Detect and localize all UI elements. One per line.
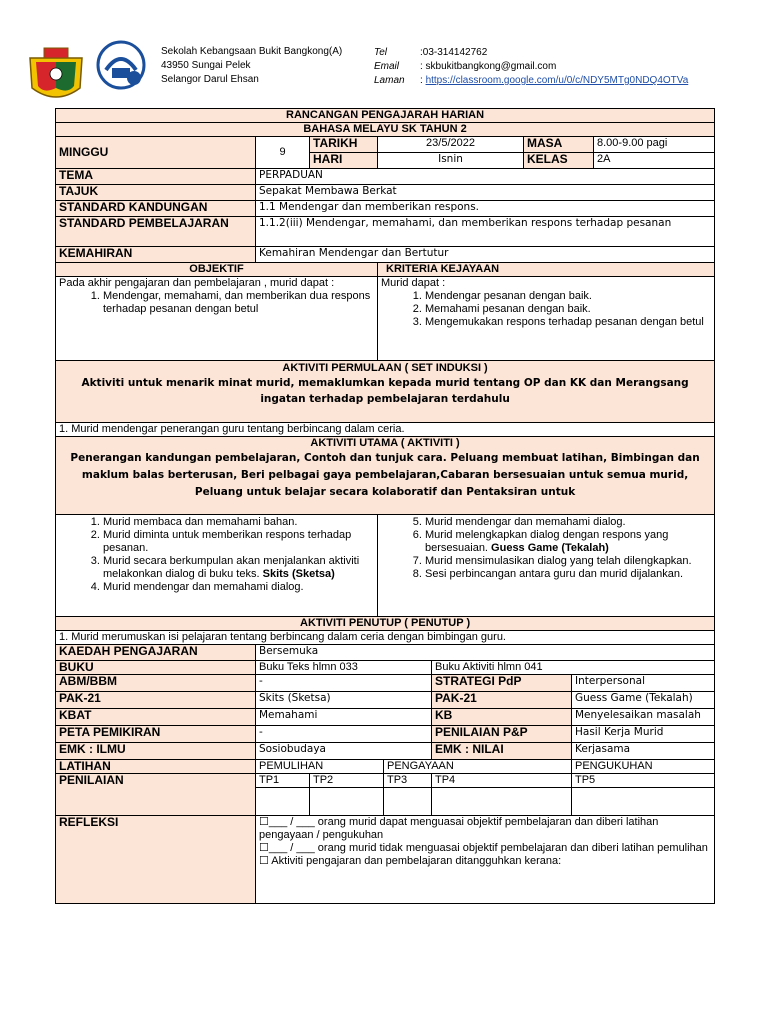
objektif-item: 1. Mendengar, memahami, dan memberikan dua respons terhadap pesanan dengan betul [103,290,374,316]
utama-left-list [59,516,374,594]
kb-value: Menyelesaikan masalah [572,709,715,726]
tel-value: :03-314142762 [420,47,488,58]
kriteria-item: 2. Memahami pesanan dengan baik. [425,303,711,316]
masa-value: 8.00-9.00 pagi [594,137,715,153]
abm-label: ABM/BBM [56,675,256,692]
refleksi-line-1[interactable]: ☐___ / ___ orang murid dapat menguasai objektif pembelajaran dan diberi latihan pengayaan / pengukuhan [259,816,659,841]
tarikh-value: 23/5/2022 [378,137,524,153]
utama-item [425,568,711,581]
school-logo [96,40,146,90]
kelas-value: 2A [594,153,715,169]
tp1-box[interactable] [256,788,310,816]
utama-heading: AKTIVITI UTAMA ( AKTIVITI ) [310,437,460,449]
tema-value: PERPADUAN [256,169,715,185]
web-row [374,74,688,88]
hari-value: Isnin [378,153,524,169]
sp-label: STANDARD PEMBELAJARAN [56,217,256,247]
email-value: : skbukitbangkong@gmail.com [420,61,557,72]
permulaan-section [56,361,715,423]
tema-label: TEMA [56,169,256,185]
utama-right-cell [378,515,715,617]
latihan-pemulihan: PEMULIHAN [256,760,384,774]
email-row [374,60,688,74]
emk-ilmu-value: Sosiobudaya [256,743,432,760]
kriteria-item: 1. Mendengar pesanan dengan baik. [425,290,711,303]
sk-value: 1.1 Mendengar dan memberikan respons. [256,201,715,217]
tajuk-value: Sepakat Membawa Berkat [256,185,715,201]
kemahiran-value: Kemahiran Mendengar dan Bertutur [256,247,715,263]
kriteria-intro: Murid dapat : [381,277,446,289]
state-crest-logo [24,44,88,104]
latihan-label: LATIHAN [56,760,256,774]
emk-nilai-value: Kerjasama [572,743,715,760]
kelas-label: KELAS [524,153,594,169]
utama-right-list [381,516,711,581]
utama-item [425,555,711,568]
tarikh-label: TARIKH [310,137,378,153]
utama-section [56,437,715,515]
utama-item-bold: Guess Game (Tekalah) [491,542,609,554]
pak21-value: Skits (Sketsa) [256,692,432,709]
tajuk-label: TAJUK [56,185,256,201]
permulaan-heading: AKTIVITI PERMULAAN ( SET INDUKSI ) [282,362,488,374]
address-line-1: 43950 Sungai Pelek [161,60,251,71]
penilaian-pp-label: PENILAIAN P&P [432,726,572,743]
email-label: Email [374,61,400,72]
tp3-box[interactable] [384,788,432,816]
refleksi-cell [256,816,715,904]
objektif-cell [56,277,378,361]
web-label: Laman [374,75,405,86]
subject-row: BAHASA MELAYU SK TAHUN 2 [56,123,715,137]
utama-item [425,516,711,529]
school-name: Sekolah Kebangsaan Bukit Bangkong(A) [161,46,343,57]
pak21-value-2: Guess Game (Tekalah) [572,692,715,709]
penutup-heading: AKTIVITI PENUTUP ( PENUTUP ) [56,617,715,631]
objektif-heading: OBJEKTIF [56,263,378,277]
abm-value: - [256,675,432,692]
utama-item [103,581,374,594]
kbat-value: Memahami [256,709,432,726]
latihan-pengukuhan: PENGUKUHAN [572,760,715,774]
utama-item-bold: Skits (Sketsa) [262,568,335,580]
tp4-box[interactable] [432,788,572,816]
utama-desc: Penerangan kandungan pembelajaran, Contoh dan tunjuk cara. Peluang membuat latihan, Bimbingan dan maklum balas berterusan, Beri pelbagai gaya pembelajaran,Cabaran bersesuaian untuk semua murid, Peluang untuk belajar secara kolaboratif dan Pentaksiran untuk [70,452,700,498]
buku-aktiviti: Buku Aktiviti hlmn 041 [432,661,715,675]
tp5: TP5 [572,774,715,788]
sk-label: STANDARD KANDUNGAN [56,201,256,217]
kriteria-heading: KRITERIA KEJAYAAN [378,263,715,277]
web-prefix: : [420,75,426,86]
tel-row [374,46,688,60]
utama-item [103,555,374,581]
utama-item [103,516,374,529]
refleksi-label: REFLEKSI [56,816,256,904]
strategi-value: Interpersonal [572,675,715,692]
kriteria-item: 3. Mengemukakan respons terhadap pesanan dengan betul [425,316,711,329]
school-address [161,45,342,87]
tp1: TP1 [256,774,310,788]
minggu-value: 9 [256,137,310,169]
tp2: TP2 [310,774,384,788]
latihan-pengayaan: PENGAYAAN [384,760,572,774]
pak21-label-2: PAK-21 [432,692,572,709]
buku-teks: Buku Teks hlmn 033 [256,661,432,675]
contact-info [374,46,688,88]
title-row: RANCANGAN PENGAJARAH HARIAN [56,109,715,123]
penilaian-label: PENILAIAN [56,774,256,816]
kaedah-label: KAEDAH PENGAJARAN [56,645,256,661]
utama-item [425,529,711,555]
refleksi-line-2[interactable]: ☐___ / ___ orang murid tidak menguasai objektif pembelajaran dan diberi latihan pemulihan [259,842,708,854]
address-line-2: Selangor Darul Ehsan [161,74,259,85]
tp4: TP4 [432,774,572,788]
penilaian-pp-value: Hasil Kerja Murid [572,726,715,743]
permulaan-item: 1. Murid mendengar penerangan guru tentang berbincang dalam ceria. [56,423,715,437]
utama-item-text: Murid diminta untuk memberikan respons terhadap pesanan. [103,529,352,554]
utama-item-text: Murid membaca dan memahami bahan. [103,516,298,528]
tp5-box[interactable] [572,788,715,816]
objektif-list [59,290,374,316]
utama-item-text: Murid melengkapkan dialog dengan respons yang bersesuaian. [425,529,669,554]
masa-label: MASA [524,137,594,153]
kbat-label: KBAT [56,709,256,726]
sp-value: 1.1.2(iii) Mendengar, memahami, dan memberikan respons terhadap pesanan [256,217,715,247]
minggu-label: MINGGU [56,137,256,169]
kaedah-value: Bersemuka [256,645,715,661]
hari-label: HARI [310,153,378,169]
peta-value: - [256,726,432,743]
kriteria-list [381,290,711,329]
pak21-label: PAK-21 [56,692,256,709]
kemahiran-label: KEMAHIRAN [56,247,256,263]
utama-item-text: Murid mensimulasikan dialog yang telah dilengkapkan. [425,555,692,567]
emk-ilmu-label: EMK : ILMU [56,743,256,760]
strategi-label: STRATEGI PdP [432,675,572,692]
buku-label: BUKU [56,661,256,675]
kb-label: KB [432,709,572,726]
refleksi-line-3[interactable]: ☐ Aktiviti pengajaran dan pembelajaran ditangguhkan kerana: [259,855,562,867]
emk-nilai-label: EMK : NILAI [432,743,572,760]
lesson-plan-table [55,108,715,904]
tel-label: Tel [374,47,387,58]
utama-item-text: Sesi perbincangan antara guru dan murid dijalankan. [425,568,684,580]
objektif-intro: Pada akhir pengajaran dan pembelajaran , murid dapat : [59,277,335,289]
utama-item-text: Murid secara berkumpulan akan menjalankan aktiviti melakonkan dialog di buku teks. [103,555,360,580]
classroom-link[interactable]: https://classroom.google.com/u/0/c/NDY5MTg0NDQ4OTVa [425,75,689,86]
utama-item [103,529,374,555]
utama-left-cell [56,515,378,617]
utama-item-text: Murid mendengar dan memahami dialog. [103,581,304,593]
letterhead [0,0,768,105]
tp2-box[interactable] [310,788,384,816]
permulaan-desc: Aktiviti untuk menarik minat murid, memaklumkan kepada murid tentang OP dan KK dan Merangsang ingatan terhadap pembelajaran terdahulu [81,377,689,405]
penutup-item: 1. Murid merumuskan isi pelajaran tentang berbincang dalam ceria dengan bimbingan guru. [56,631,715,645]
tp3: TP3 [384,774,432,788]
kriteria-cell [378,277,715,361]
utama-item-text: Murid mendengar dan memahami dialog. [425,516,626,528]
peta-label: PETA PEMIKIRAN [56,726,256,743]
